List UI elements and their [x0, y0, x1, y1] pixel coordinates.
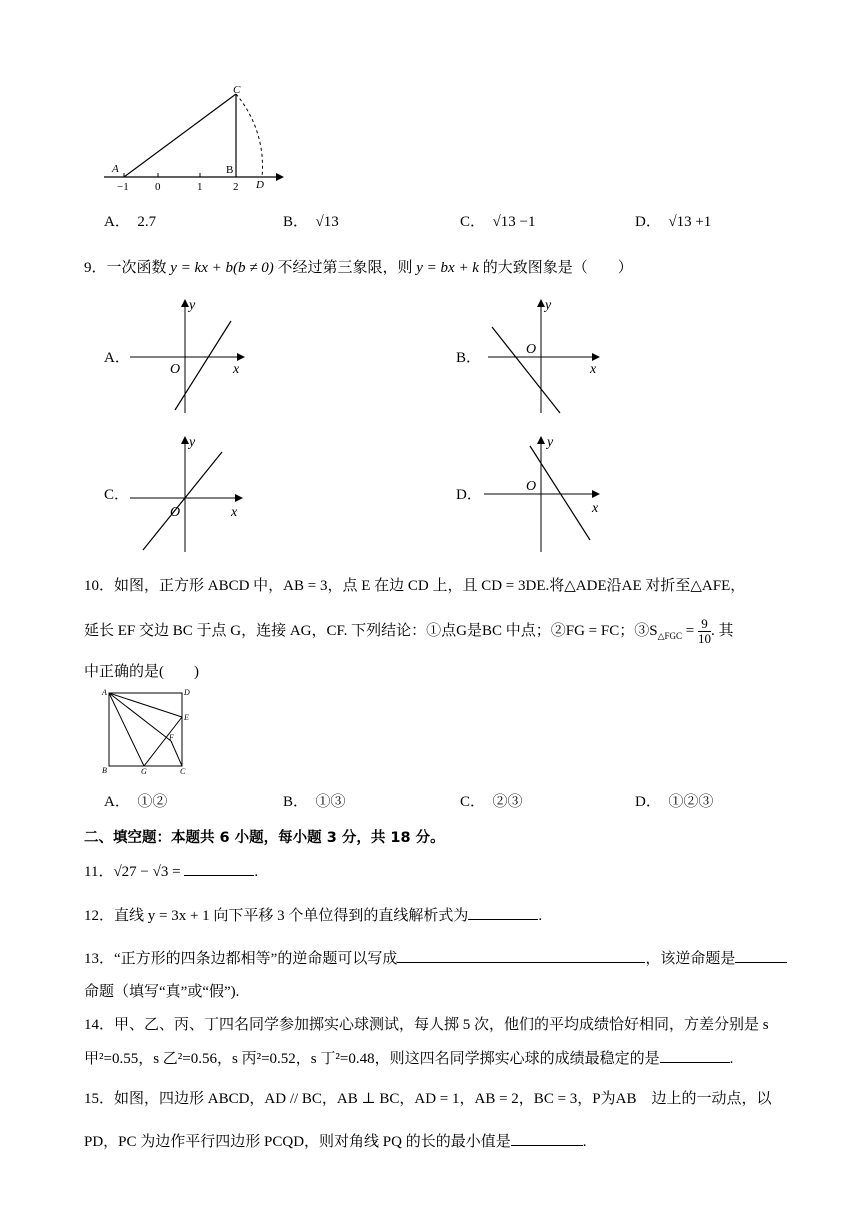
question-15-line1: 15．如图，四边形 ABCD，AD // BC，AB ⊥ BC，AD = 1，AB = 2，BC = 3，P为AB 边上的一动点，以: [84, 1091, 772, 1107]
q9-option-a-label[interactable]: A．: [104, 350, 130, 366]
y-axis-label: y: [545, 298, 552, 313]
question-12: 12．直线 y = 3x + 1 向下平移 3 个单位得到的直线解析式为 .: [84, 908, 543, 924]
question-10-line3: 中正确的是( ): [84, 664, 199, 680]
question-14-line2: 甲²=0.55，s 乙²=0.56，s 丙²=0.52，s 丁²=0.48，则这四名同学掷实心球的成绩最稳定的是 .: [84, 1051, 734, 1067]
number-line-figure: [98, 84, 298, 194]
graph-option-a[interactable]: [125, 295, 250, 415]
y-axis-label: y: [189, 435, 196, 450]
option-d[interactable]: D． √13 +1: [635, 214, 712, 230]
question-9-stem: 9．一次函数 y = kx + b(b ≠ 0) 不经过第三象限，则 y = bx + k 的大致图象是（ ）: [84, 260, 633, 276]
point-label-b: B: [226, 164, 234, 176]
point-label-g: G: [141, 767, 147, 776]
y-axis-label: y: [547, 435, 554, 450]
graph-option-c[interactable]: [125, 432, 250, 554]
question-11: 11．√27 − √3 = .: [84, 864, 259, 880]
point-label-a: A: [112, 163, 119, 175]
answer-blank[interactable]: [184, 875, 254, 876]
y-axis-label: y: [189, 298, 196, 313]
origin-label: O: [170, 505, 181, 520]
option-a[interactable]: A． 2.7: [104, 214, 157, 230]
origin-label: O: [170, 362, 181, 377]
option-d[interactable]: D． ①②③: [635, 794, 714, 810]
tick-label: 0: [155, 181, 161, 193]
question-10-line2: 延长 EF 交边 BC 于点 G，连接 AG，CF. 下列结论：①点G是BC 中点；②FG = FC；$③S_{\triangle FGC}$ = $\frac{9}{10}$ . 其: [84, 616, 734, 646]
section-heading: 二、填空题：本题共 6 小题，每小题 3 分，共 18 分。: [84, 830, 445, 846]
point-label-d: D: [184, 688, 190, 697]
point-label-d: D: [256, 179, 264, 191]
q9-option-d-label[interactable]: D．: [456, 487, 482, 503]
graph-option-b[interactable]: [478, 295, 608, 417]
answer-blank[interactable]: [735, 962, 787, 963]
point-label-b: B: [102, 766, 107, 775]
point-label-a: A: [102, 688, 107, 697]
point-label-e: E: [184, 713, 189, 722]
x-axis-label: x: [590, 362, 597, 377]
option-a[interactable]: A． ①②: [104, 794, 168, 810]
point-label-f: F: [169, 733, 174, 742]
origin-label: O: [526, 479, 537, 494]
q9-option-b-label[interactable]: B．: [456, 350, 482, 366]
question-13-line2: 命题（填写“真”或“假”).: [84, 984, 240, 1000]
point-label-c: C: [233, 84, 241, 96]
x-axis-label: x: [592, 501, 599, 516]
answer-blank[interactable]: [468, 919, 538, 920]
x-axis-label: x: [233, 362, 240, 377]
option-c[interactable]: C． √13 −1: [460, 214, 536, 230]
option-b[interactable]: B． ①③: [283, 794, 346, 810]
point-label-c: C: [180, 767, 186, 776]
square-figure: [98, 686, 194, 776]
option-c[interactable]: C． ②③: [460, 794, 523, 810]
tick-label: 1: [197, 181, 203, 193]
question-14-line1: 14．甲、乙、丙、丁四名同学参加掷实心球测试，每人掷 5 次，他们的平均成绩恰好相同，方差分别是 s: [84, 1017, 769, 1033]
question-10-line1: 10．如图，正方形 ABCD 中，AB = 3，点 E 在边 CD 上，且 CD = 3DE.将△ADE沿AE 对折至△AFE，: [84, 578, 746, 594]
option-b[interactable]: B． √13: [283, 214, 339, 230]
q9-option-c-label[interactable]: C．: [104, 487, 130, 503]
answer-blank[interactable]: [660, 1062, 730, 1063]
tick-label: −1: [117, 181, 129, 193]
x-axis-label: x: [231, 505, 238, 520]
graph-option-d[interactable]: [478, 432, 608, 554]
origin-label: O: [526, 342, 537, 357]
answer-blank[interactable]: [397, 962, 645, 963]
question-15-line2: PD，PC 为边作平行四边形 PCQD，则对角线 PQ 的长的最小值是 .: [84, 1134, 587, 1150]
tick-label: 2: [233, 181, 239, 193]
question-13-line1: 13．“正方形的四条边都相等”的逆命题可以写成 ，该逆命题是: [84, 947, 787, 968]
answer-blank[interactable]: [511, 1145, 583, 1146]
